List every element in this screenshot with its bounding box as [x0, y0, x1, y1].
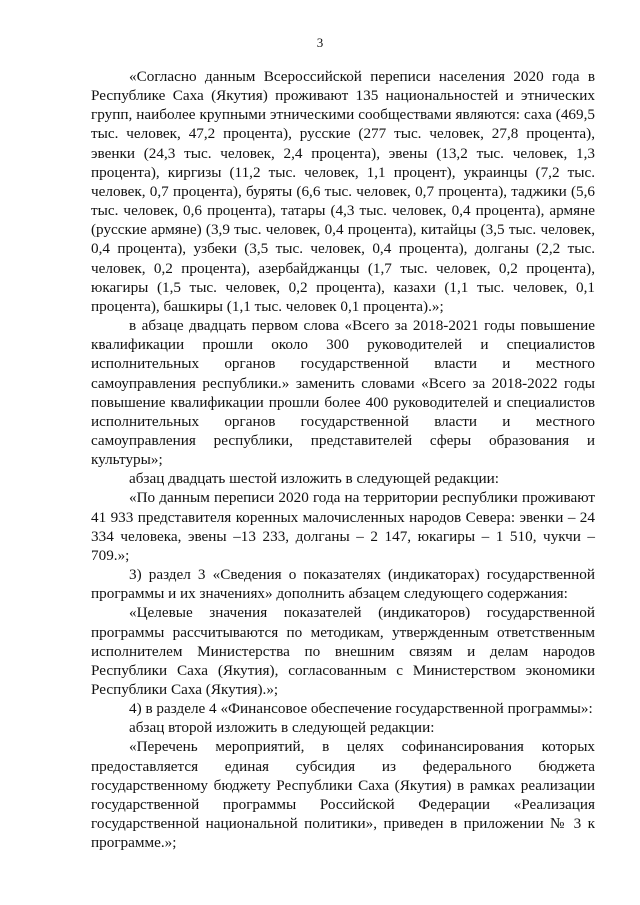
paragraph-section-3-text: «Целевые значения показателей (индикаторов) государственной программы рассчитываются по методикам, утвержденным ответственным исполнителем Министерства по внешним связям и делам народов Республики Саха (Якутия), согласованным с Министерством экономики Республики Саха (Якутия).»;	[91, 604, 595, 698]
paragraph-section-4-intro: 4) в разделе 4 «Финансовое обеспечение государственной программы»:	[129, 700, 593, 718]
paragraph-census-quote: «Согласно данным Всероссийской переписи населения 2020 года в Республике Саха (Якутия) проживают 135 национальностей и этнических групп, наиболее крупными этническими сообществами являются: саха (469,5 тыс. человек, 47,2 процента), русские (277 тыс. человек, 27,8 процента), эвенки (24,3 тыс. человек, 2,4 процента), эвены (13,2 тыс. человек, 1,3 процента), киргизы (11,2 тыс. человек, 1,1 процент), украинцы (7,2 тыс. человек, 0,7 процента), буряты (6,6 тыс. человек, 0,7 процента), таджики (5,6 тыс. человек, 0,6 процента), татары (4,3 тыс. человек, 0,4 процента), армяне (русские армяне) (3,9 тыс. человек, 0,4 процента), китайцы (3,5 тыс. человек, 0,4 процента), узбеки (3,5 тыс. человек, 0,4 процента), долганы (2,2 тыс. человек, 0,2 процента), азербайджанцы (1,7 тыс. человек, 0,2 процента), юкагиры (1,5 тыс. человек, 0,2 процента), казахи (1,1 тыс. человек, 0,1 процента), башкиры (1,1 тыс. человек 0,1 процента).»;	[91, 68, 595, 315]
paragraph-section-4-abzac-2-text: «Перечень мероприятий, в целях софинансирования которых предоставляется единая субсидия из федерального бюджета государственному бюджету Республики Саха (Якутия) в рамках реализации государственной программы Российской Федерации «Реализация государственной национальной политики», приведен в приложении № 3 к программе.»;	[91, 738, 595, 852]
paragraph-abzac-26-intro: абзац двадцать шестой изложить в следующей редакции:	[129, 470, 499, 488]
document-body	[91, 67, 595, 852]
paragraph-abzac-21-amendment: в абзаце двадцать первом слова «Всего за 2018-2021 годы повышение квалификации прошли около 300 руководителей и специалистов исполнительных органов государственной власти и местного самоуправления республики.» заменить словами «Всего за 2018-2022 годы повышение квалификации прошли более 400 руководителей и специалистов исполнительных органов государственной власти и местного самоуправления республики, представителей сферы образования и культуры»;	[91, 317, 595, 469]
paragraph-section-4-abzac-2-intro: абзац второй изложить в следующей редакции:	[129, 719, 435, 737]
paragraph-abzac-26-text: «По данным переписи 2020 года на территории республики проживают 41 933 представителя коренных малочисленных народов Севера: эвенки – 24 334 человека, эвены –13 233, долганы – 2 147, юкагиры – 1 510, чукчи – 709.»;	[91, 489, 595, 564]
page-number: 3	[316, 35, 324, 50]
paragraph-section-3-amendment: 3) раздел 3 «Сведения о показателях (индикаторах) государственной программы и их значениях» дополнить абзацем следующего содержания:	[91, 566, 595, 603]
